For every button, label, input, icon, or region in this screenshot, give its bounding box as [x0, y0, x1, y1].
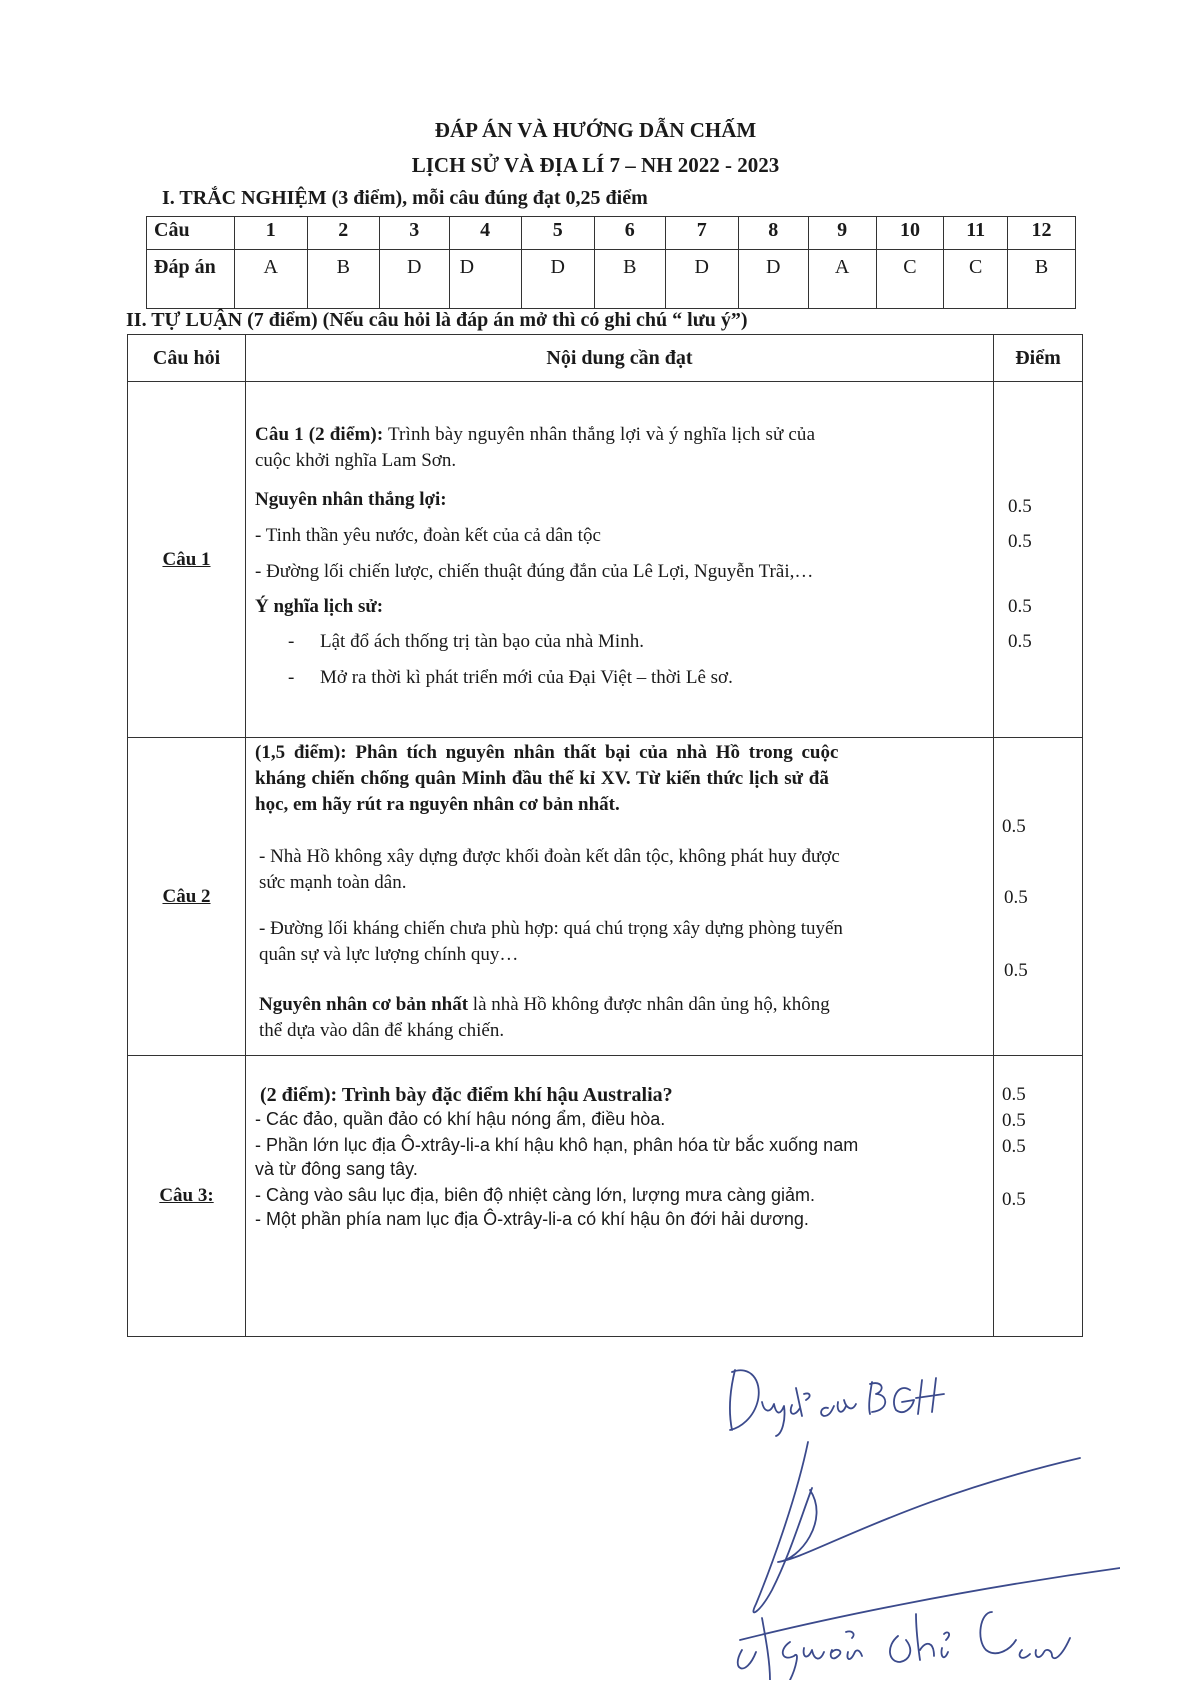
answer-cell: C — [876, 250, 944, 309]
answer-cell: D — [738, 250, 808, 309]
q3-answer-2: - Phần lớn lục địa Ô-xtrây-li-a khí hậu khô hạn, phân hóa từ bắc xuống nam — [255, 1135, 859, 1155]
answer-cell: D — [449, 250, 521, 309]
q2-prompt-line2: kháng chiến chống quân Minh đầu thế kỉ XV. Từ kiến thức lịch sử đã — [255, 768, 829, 789]
q2-answer-3: Nguyên nhân cơ bản nhất là nhà Hồ không được nhân dân ủng hộ, không — [259, 994, 830, 1015]
column-header-content: Nội dung cần đạt — [246, 335, 994, 382]
q3-content — [246, 1056, 994, 1337]
answer-cell: D — [665, 250, 738, 309]
question-label: Câu 2 — [128, 738, 246, 1056]
q1-prompt: Câu 1 (2 điểm): Trình bày nguyên nhân thắng lợi và ý nghĩa lịch sử của — [255, 424, 816, 445]
question-number: 2 — [307, 217, 379, 250]
q1-prompt-cont: cuộc khởi nghĩa Lam Sơn. — [255, 450, 457, 471]
answer-row — [147, 250, 1076, 309]
score-value: 0.5 — [1004, 887, 1028, 908]
q1-heading-causes: Nguyên nhân thắng lợi: — [255, 489, 447, 510]
q1-cause-2: - Đường lối chiến lược, chiến thuật đúng đắn của Lê Lợi, Nguyễn Trãi,… — [255, 561, 814, 582]
question-number: 4 — [449, 217, 521, 250]
answer-cell: D — [521, 250, 594, 309]
document-subtitle: LỊCH SỬ VÀ ĐỊA LÍ 7 – NH 2022 - 2023 — [411, 153, 780, 177]
q3-answer-4: - Một phần phía nam lục địa Ô-xtrây-li-a có khí hậu ôn đới hải dương. — [255, 1209, 809, 1229]
column-header-question: Câu hỏi — [128, 335, 246, 382]
question-number: 7 — [665, 217, 738, 250]
answer-cell: B — [594, 250, 665, 309]
essay-row-q1 — [128, 382, 1083, 738]
score-value: 0.5 — [1002, 1189, 1026, 1210]
q1-content — [246, 382, 994, 738]
q1-scores — [994, 382, 1083, 738]
row-label-answer: Đáp án — [147, 250, 235, 309]
q2-answer-3-cont: thể dựa vào dân để kháng chiến. — [259, 1020, 505, 1041]
q2-content — [246, 738, 994, 1056]
q3-scores — [994, 1056, 1083, 1337]
q1-heading-significance: Ý nghĩa lịch sử: — [255, 596, 384, 617]
essay-row-q3 — [128, 1056, 1083, 1337]
score-value: 0.5 — [1008, 531, 1032, 552]
question-number: 1 — [234, 217, 307, 250]
q2-prompt-line3: học, em hãy rút ra nguyên nhân cơ bản nhất. — [255, 794, 620, 815]
question-number: 6 — [594, 217, 665, 250]
q3-answer-3: - Càng vào sâu lục địa, biên độ nhiệt càng lớn, lượng mưa càng giảm. — [255, 1185, 816, 1205]
q2-scores — [994, 738, 1083, 1056]
question-number: 10 — [876, 217, 944, 250]
q2-answer-2: - Đường lối kháng chiến chưa phù hợp: quá chú trọng xây dựng phòng tuyến — [259, 918, 843, 939]
answer-cell: B — [1008, 250, 1076, 309]
score-value: 0.5 — [1008, 596, 1032, 617]
question-number-row — [147, 217, 1076, 250]
score-value: 0.5 — [1002, 1084, 1026, 1105]
answer-cell: A — [808, 250, 876, 309]
handwritten-signature — [700, 1350, 1120, 1680]
q1-cause-1: - Tinh thần yêu nước, đoàn kết của cả dân tộc — [255, 525, 601, 546]
essay-answer-table — [127, 334, 1083, 1337]
answer-cell: B — [307, 250, 379, 309]
q3-answer-2-cont: và từ đông sang tây. — [255, 1159, 418, 1179]
question-number: 3 — [379, 217, 449, 250]
section-multiple-choice-title: I. TRẮC NGHIỆM (3 điểm), mỗi câu đúng đạt 0,25 điểm — [162, 187, 648, 209]
q2-answer-2-cont: quân sự và lực lượng chính quy… — [259, 944, 519, 965]
q2-prompt-line1: (1,5 điểm): Phân tích nguyên nhân thất bại của nhà Hồ trong cuộc — [255, 742, 839, 763]
score-value: 0.5 — [1002, 1110, 1026, 1131]
q3-answer-1: - Các đảo, quần đảo có khí hậu nóng ẩm, điều hòa. — [255, 1109, 666, 1129]
score-value: 0.5 — [1004, 960, 1028, 981]
question-number: 5 — [521, 217, 594, 250]
answer-cell: D — [379, 250, 449, 309]
q2-answer-1: - Nhà Hồ không xây dựng được khối đoàn kết dân tộc, không phát huy được — [259, 846, 840, 867]
column-header-score: Điểm — [994, 335, 1083, 382]
q2-answer-1-cont: sức mạnh toàn dân. — [259, 872, 407, 893]
question-number: 11 — [944, 217, 1008, 250]
q1-significance-1: - Lật đổ ách thống trị tàn bạo của nhà Minh. — [288, 631, 644, 652]
question-number: 8 — [738, 217, 808, 250]
question-label: Câu 1 — [128, 382, 246, 738]
essay-header-row — [128, 335, 1083, 382]
question-number: 12 — [1008, 217, 1076, 250]
score-value: 0.5 — [1008, 496, 1032, 517]
score-value: 0.5 — [1002, 1136, 1026, 1157]
answer-cell: A — [234, 250, 307, 309]
row-label-question: Câu — [147, 217, 235, 250]
q1-significance-2: - Mở ra thời kì phát triển mới của Đại Việt – thời Lê sơ. — [288, 667, 733, 688]
score-value: 0.5 — [1008, 631, 1032, 652]
answer-cell: C — [944, 250, 1008, 309]
multiple-choice-answer-table — [146, 216, 1076, 309]
question-number: 9 — [808, 217, 876, 250]
document-title: ĐÁP ÁN VÀ HƯỚNG DẪN CHẤM — [434, 118, 757, 142]
essay-row-q2 — [128, 738, 1083, 1056]
score-value: 0.5 — [1002, 816, 1026, 837]
section-essay-title: II. TỰ LUẬN (7 điểm) (Nếu câu hỏi là đáp án mở thì có ghi chú “ lưu ý”) — [126, 309, 748, 331]
q3-prompt: (2 điểm): Trình bày đặc điểm khí hậu Australia? — [260, 1084, 673, 1106]
question-label: Câu 3: — [128, 1056, 246, 1337]
